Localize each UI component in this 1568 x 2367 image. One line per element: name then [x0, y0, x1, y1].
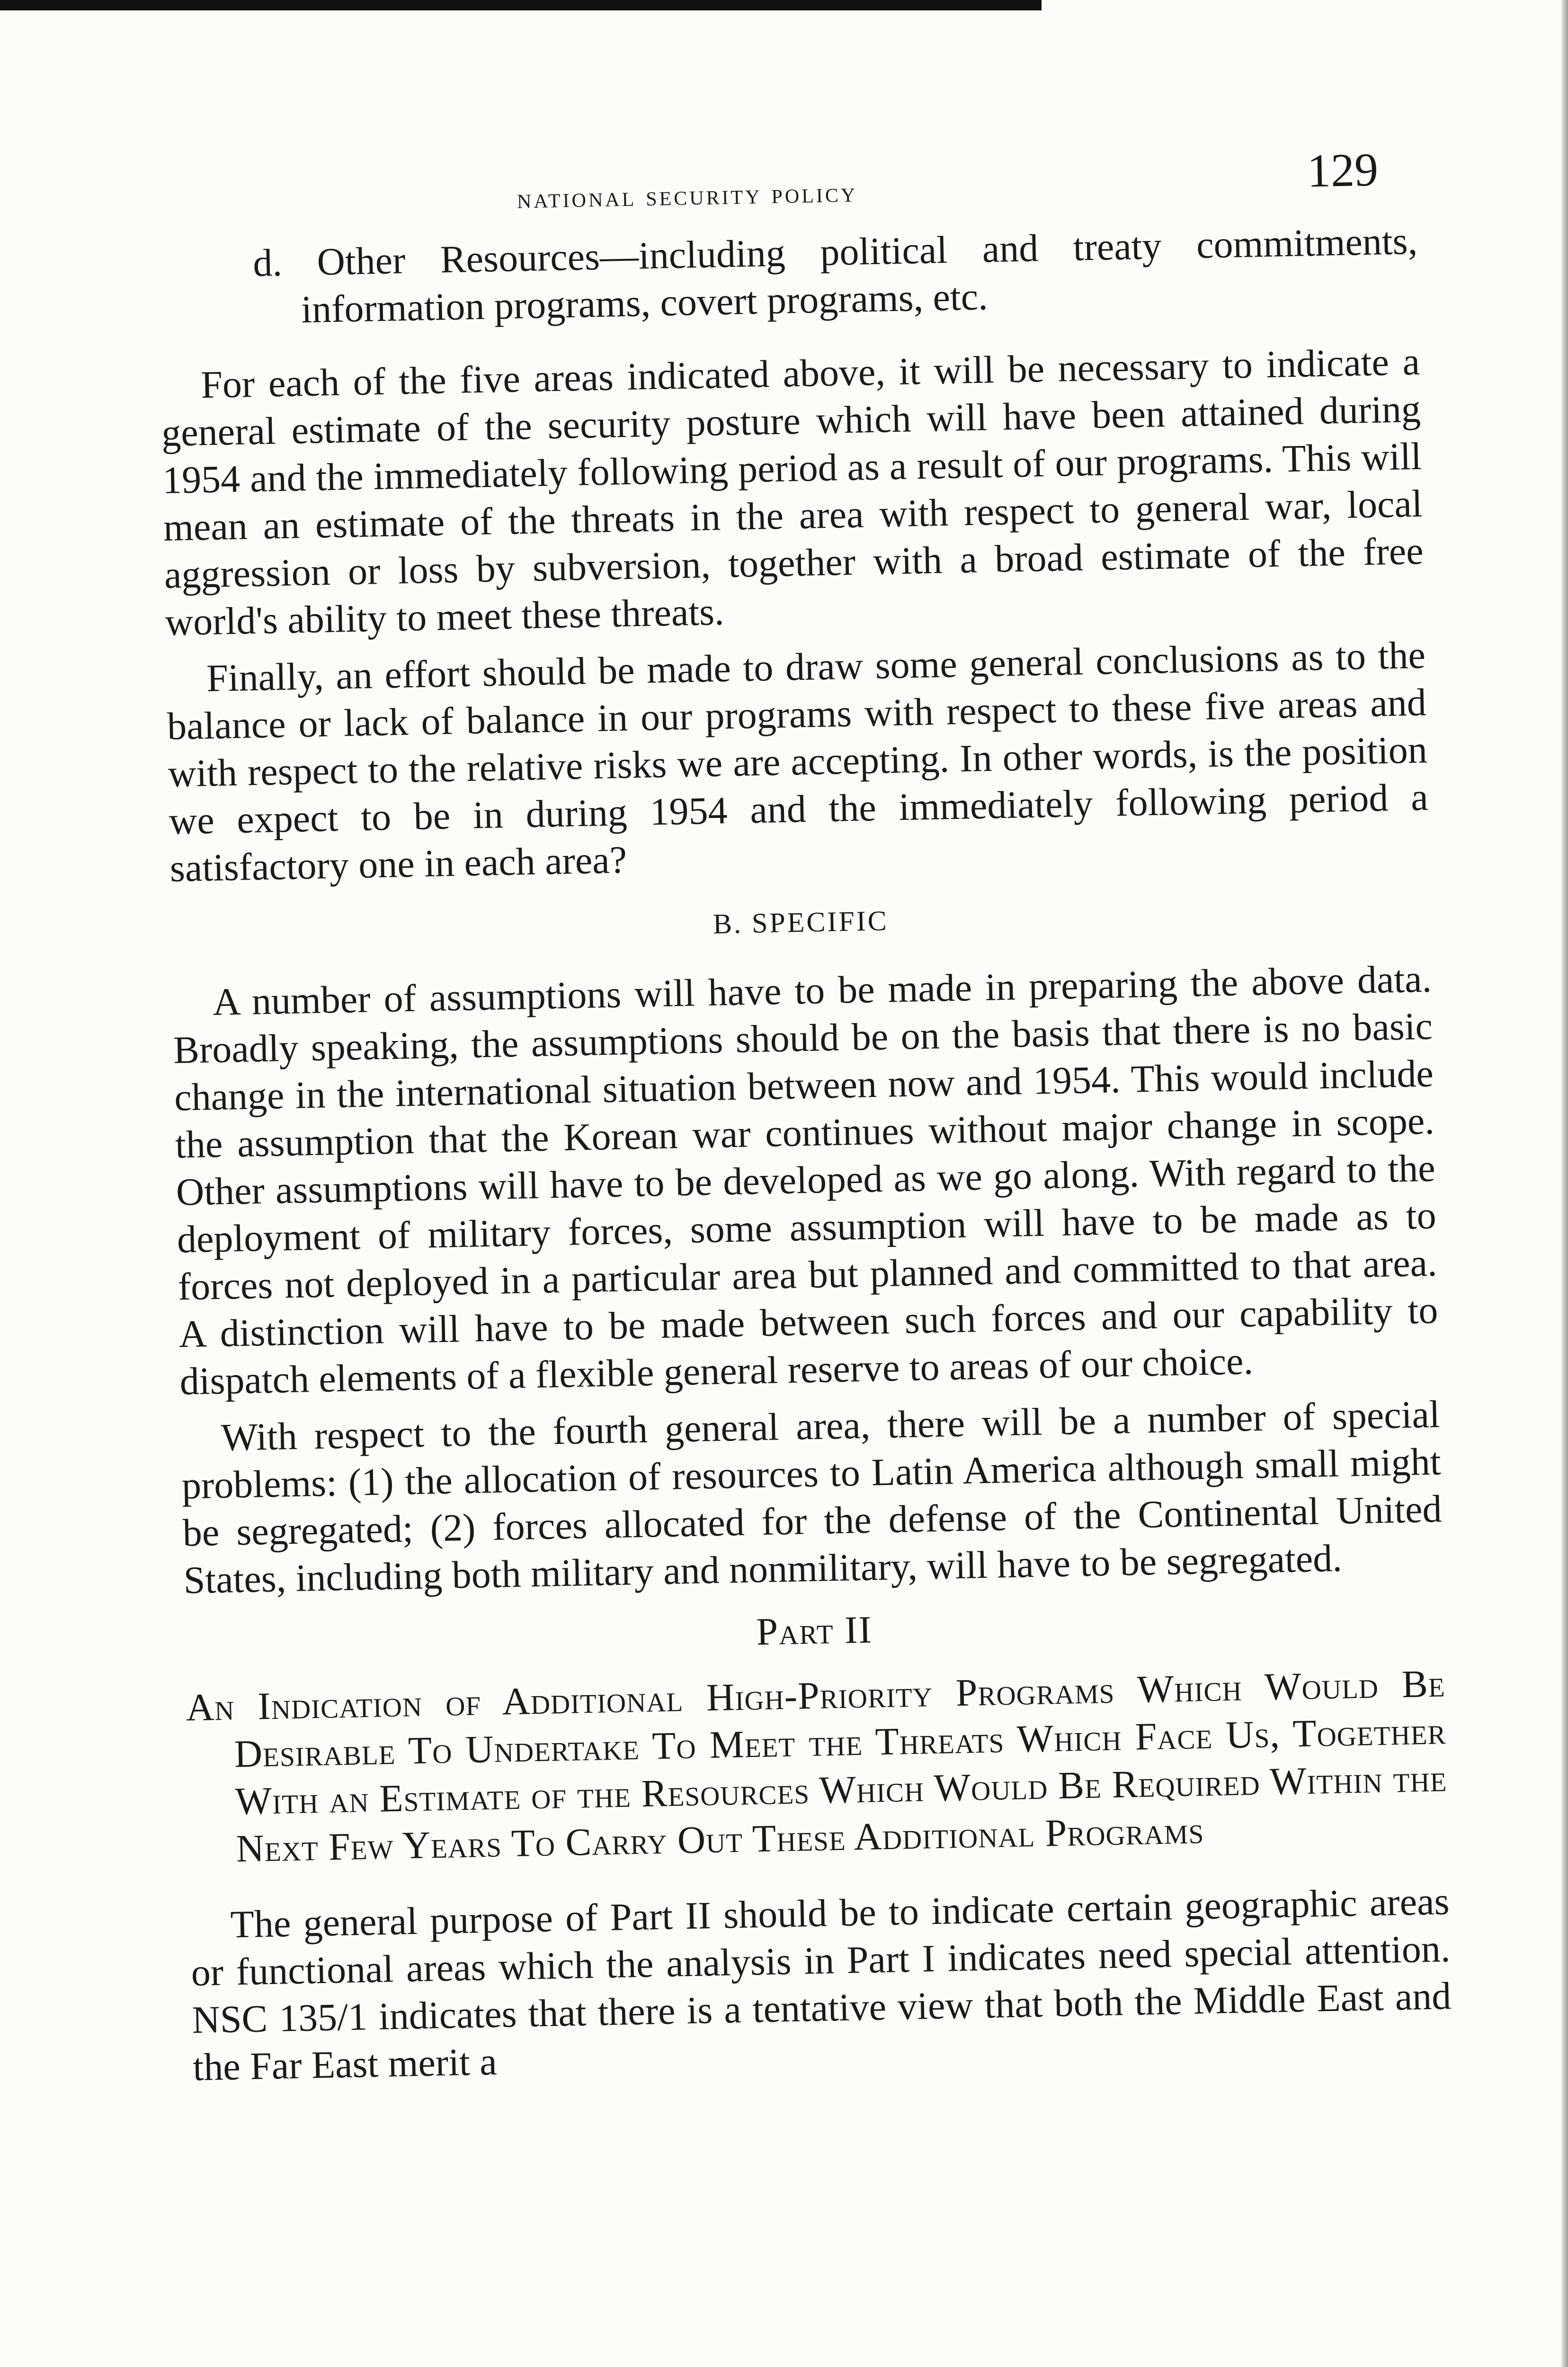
scan-top-edge [0, 0, 1042, 10]
paragraph-general-purpose: The general purpose of Part II should be to indicate certain geographic areas or functional areas which the analysis in Part I indicates need special attention. NSC 135/1 indicates that there is a tentative view that both the Middle East and the Far East merit a [190, 1879, 1452, 2089]
running-title: national security policy [517, 176, 858, 214]
scan-right-edge [1561, 0, 1568, 2367]
paragraph-fourth-area: With respect to the fourth general area, there will be a number of special problems: (1) the allocation of resources to Latin America although small might be segregated; (2) forces allocated for the defense of the Continental United States, including both military and nonmilitary, will have to be segregated. [181, 1392, 1443, 1602]
paragraph-finally: Finally, an effort should be made to draw some general conclusions as to the balance or lack of balance in our programs with respect to these five areas and with respect to the relative risks we are accepting. In other words, is the position we expect to be in during 1954 and the immediately following period a satisfactory one in each area? [167, 633, 1429, 890]
part-two-heading: Part II [756, 1608, 873, 1654]
page-content [156, 132, 1452, 2091]
part-two-title: An Indication of Additional High-Priority Programs Which Would Be Desirable To Undertake To Meet the Threats Which Face Us, Together With an Estimate of the Resources Which Would Be Required Within the Next Few Years To Carry Out These Additional Programs [186, 1662, 1448, 1870]
paragraph-five-areas: For each of the five areas indicated above, it will be necessary to indicate a general estimate of the security posture which will have been attained during 1954 and the immediately following period as a result of our programs. This will mean an estimate of the threats in the area with respect to general war, local aggression or loss by subversion, together with a broad estimate of the free world's ability to meet these threats. [161, 339, 1424, 644]
section-heading-specific: B. SPECIFIC [713, 905, 889, 940]
running-head [156, 132, 1417, 227]
page-number: 129 [1306, 143, 1379, 197]
item-d-other-resources: d. Other Resources—including political and treaty commitments, information programs, covert programs, etc. [252, 219, 1418, 331]
paragraph-assumptions: A number of assumptions will have to be made in preparing the above data. Broadly speaking, the assumptions should be on the basis that there is no basic change in the international situation between now and 1954. This would include the assumption that the Korean war continues without major change in scope. Other assumptions will have to be developed as we go along. With regard to the deployment of military forces, some assumption will have to be made as to forces not deployed in a particular area but planned and committed to that area. A distinction will have to be made between such forces and our capability to dispatch elements of a flexible general reserve to areas of our choice. [173, 957, 1439, 1403]
